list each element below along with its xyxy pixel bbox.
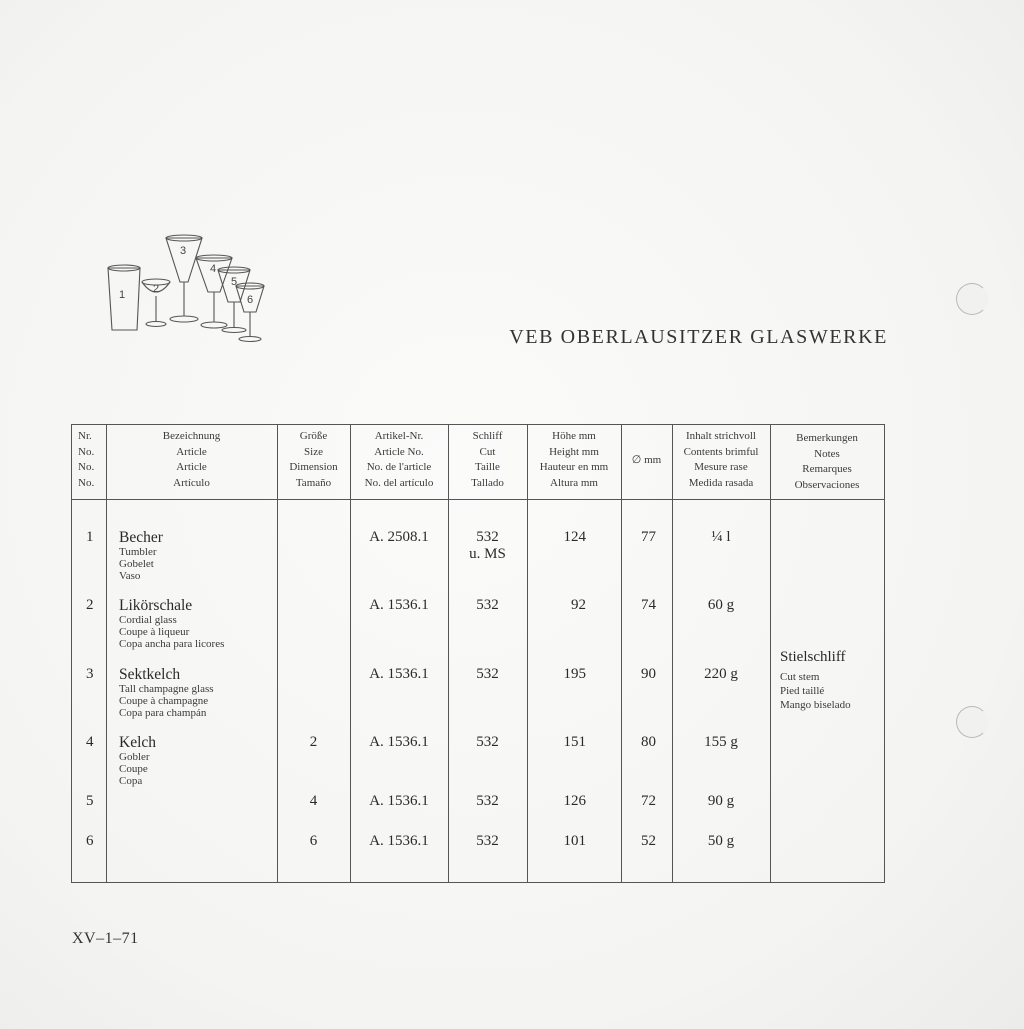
header-height: Höhe mm Height mm Hauteur en mm Altura mm — [539, 430, 609, 489]
remarks-translations: Cut stem Pied taillé Mango biselado — [780, 671, 851, 711]
row-number: 6 — [86, 833, 94, 849]
svg-text:3: 3 — [180, 245, 187, 257]
contents-value: 50 g — [707, 833, 735, 849]
column-divider — [621, 425, 622, 882]
header-divider — [72, 499, 884, 500]
height-value: 151 — [563, 734, 586, 750]
header-nr: Nr. No. No. No. — [78, 430, 95, 489]
diameter-value: 90 — [641, 666, 656, 682]
header-cut: Schliff Cut Taille Tallado — [471, 430, 504, 489]
article-translations: Cordial glass Coupe à liqueur Copa ancha para licores — [119, 614, 225, 650]
company-name: VEB OBERLAUSITZER GLASWERKE — [509, 326, 888, 348]
column-divider — [277, 425, 278, 882]
glassware-illustration — [104, 230, 274, 350]
row-number: 3 — [86, 666, 94, 682]
article-number: A. 1536.1 — [369, 734, 429, 750]
height-value: 101 — [563, 833, 586, 849]
punch-hole-bottom — [956, 706, 988, 738]
header-contents: Inhalt strichvoll Contents brimful Mesure rase Medida rasada — [683, 430, 759, 489]
column-divider — [106, 425, 107, 882]
column-divider — [527, 425, 528, 882]
column-divider — [350, 425, 351, 882]
height-value: 195 — [563, 666, 586, 682]
svg-text:4: 4 — [210, 263, 217, 275]
article-translations: Tumbler Gobelet Vaso — [119, 546, 157, 582]
article-name: Kelch — [119, 734, 157, 751]
cut-value: 532 — [476, 529, 499, 545]
contents-value: ¼ l — [711, 529, 731, 545]
diameter-value: 52 — [641, 833, 656, 849]
article-number: A. 1536.1 — [369, 597, 429, 613]
remarks-title: Stielschliff — [780, 649, 846, 665]
header-size: Größe Size Dimension Tamaño — [289, 430, 338, 489]
article-name: Likörschale — [119, 597, 193, 614]
cut-value: 532 — [476, 666, 499, 682]
diameter-value: 77 — [641, 529, 656, 545]
diameter-value: 72 — [641, 793, 656, 809]
column-divider — [672, 425, 673, 882]
diameter-value: 80 — [641, 734, 656, 750]
header-article: Bezeichnung Article Article Artículo — [162, 430, 221, 489]
contents-value: 220 g — [704, 666, 738, 682]
row-number: 2 — [86, 597, 94, 613]
article-number: A. 1536.1 — [369, 666, 429, 682]
column-divider — [448, 425, 449, 882]
svg-text:5: 5 — [231, 276, 238, 288]
header-article-no: Artikel-Nr. Article No. No. de l'article No. del artículo — [364, 430, 434, 489]
size-value: 6 — [309, 833, 318, 849]
article-translations: Gobler Coupe Copa — [119, 751, 150, 787]
article-translations: Tall champagne glass Coupe à champagne Copa para champán — [119, 683, 214, 719]
header-notes: Bemerkungen Notes Remarques Observaciones — [794, 432, 860, 491]
size-value: 2 — [309, 734, 318, 750]
article-number: A. 1536.1 — [369, 793, 429, 809]
size-value: 4 — [309, 793, 318, 809]
article-name: Sektkelch — [119, 666, 181, 683]
row-number: 5 — [86, 793, 94, 809]
article-name: Becher — [119, 529, 163, 546]
article-number: A. 1536.1 — [369, 833, 429, 849]
catalog-code: XV–1–71 — [72, 930, 139, 947]
svg-text:1: 1 — [119, 289, 126, 301]
row-number: 4 — [86, 734, 94, 750]
height-value: 126 — [563, 793, 586, 809]
punch-hole-top — [956, 283, 988, 315]
cut-value: 532 — [476, 597, 499, 613]
cut-value-extra: u. MS — [469, 546, 506, 562]
row-number: 1 — [86, 529, 94, 545]
column-divider — [770, 425, 771, 882]
height-value: 92 — [571, 597, 586, 613]
height-value: 124 — [563, 529, 586, 545]
contents-value: 60 g — [707, 597, 735, 613]
contents-value: 90 g — [707, 793, 735, 809]
contents-value: 155 g — [704, 734, 738, 750]
svg-text:6: 6 — [247, 294, 254, 306]
cut-value: 532 — [476, 833, 499, 849]
cut-value: 532 — [476, 793, 499, 809]
cut-value: 532 — [476, 734, 499, 750]
svg-text:2: 2 — [153, 283, 160, 295]
header-diameter: ∅ mm — [631, 454, 662, 466]
diameter-value: 74 — [641, 597, 656, 613]
article-number: A. 2508.1 — [369, 529, 429, 545]
product-table — [71, 424, 885, 883]
